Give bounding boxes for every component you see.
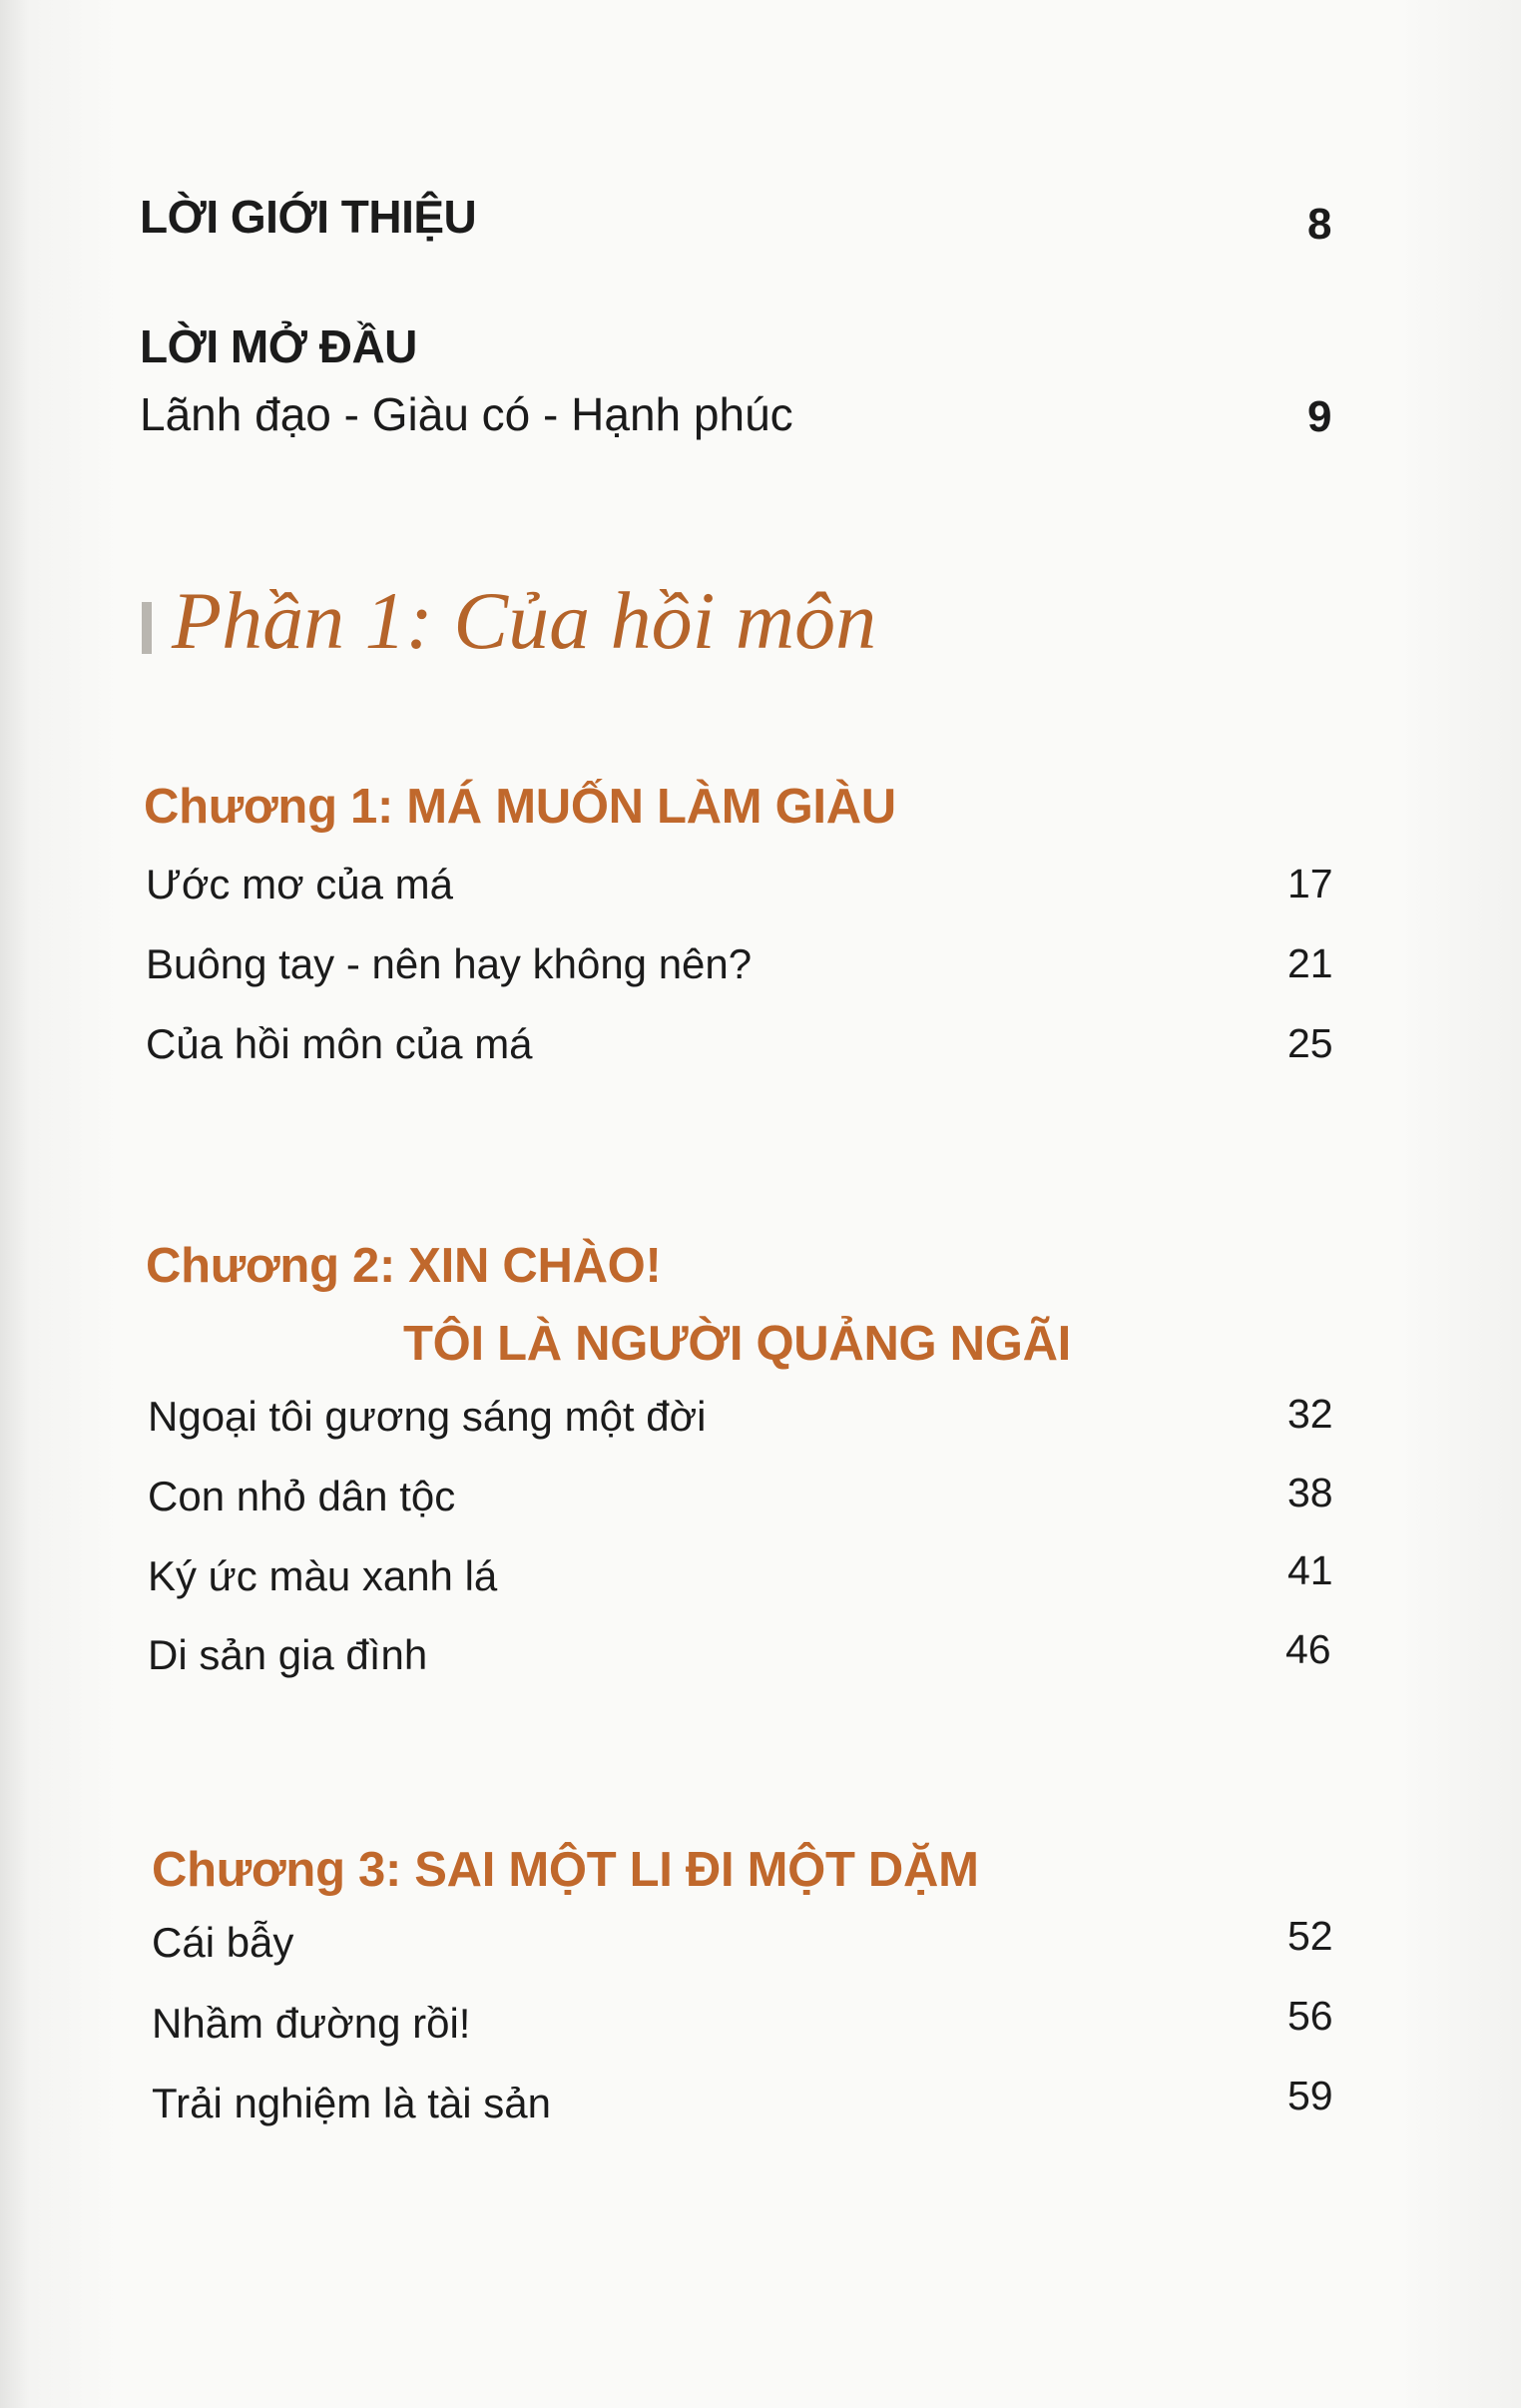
front-title-intro: LỜI GIỚI THIỆU [140,191,477,243]
toc-entry-page: 38 [1287,1470,1333,1515]
chapter-3-title: Chương 3: SAI MỘT LI ĐI MỘT DẶM [152,1843,979,1897]
toc-entry-title: Ký ức màu xanh lá [148,1552,498,1599]
toc-entry-title: Buông tay - nên hay không nên? [146,940,753,987]
chapter-2-title: Chương 2: XIN CHÀO! [146,1239,662,1293]
toc-entry-title: Con nhỏ dân tộc [148,1473,456,1519]
toc-entry-page: 17 [1287,861,1333,906]
toc-entry-page: 52 [1287,1913,1333,1959]
toc-entry-page: 25 [1287,1020,1333,1066]
part-title-bar [142,602,152,654]
part-title: Phần 1: Của hồi môn [172,575,877,666]
toc-entry-title: Của hồi môn của má [146,1020,533,1067]
front-page-opening: 9 [1307,392,1332,441]
toc-entry-page: 21 [1287,940,1333,986]
toc-entry-title: Di sản gia đình [148,1631,428,1678]
toc-entry-title: Ước mơ của má [146,861,454,907]
toc-entry-page: 32 [1287,1391,1333,1437]
front-subtitle-opening: Lãnh đạo - Giàu có - Hạnh phúc [140,388,793,440]
chapter-2-title-line2: TÔI LÀ NGƯỜI QUẢNG NGÃI [403,1317,1071,1371]
toc-entry-page: 46 [1285,1626,1331,1672]
toc-entry-title: Cái bẫy [152,1919,294,1966]
toc-entry-title: Nhầm đường rồi! [152,2000,471,2047]
toc-entry-title: Trải nghiệm là tài sản [152,2080,551,2126]
toc-entry-page: 59 [1287,2073,1333,2118]
front-title-opening: LỜI MỞ ĐẦU [140,320,417,372]
toc-entry-page: 56 [1287,1993,1333,2039]
front-page-intro: 8 [1307,200,1332,249]
chapter-1-title: Chương 1: MÁ MUỐN LÀM GIÀU [144,780,896,834]
toc-entry-title: Ngoại tôi gương sáng một đời [148,1393,707,1440]
toc-entry-page: 41 [1287,1547,1333,1593]
